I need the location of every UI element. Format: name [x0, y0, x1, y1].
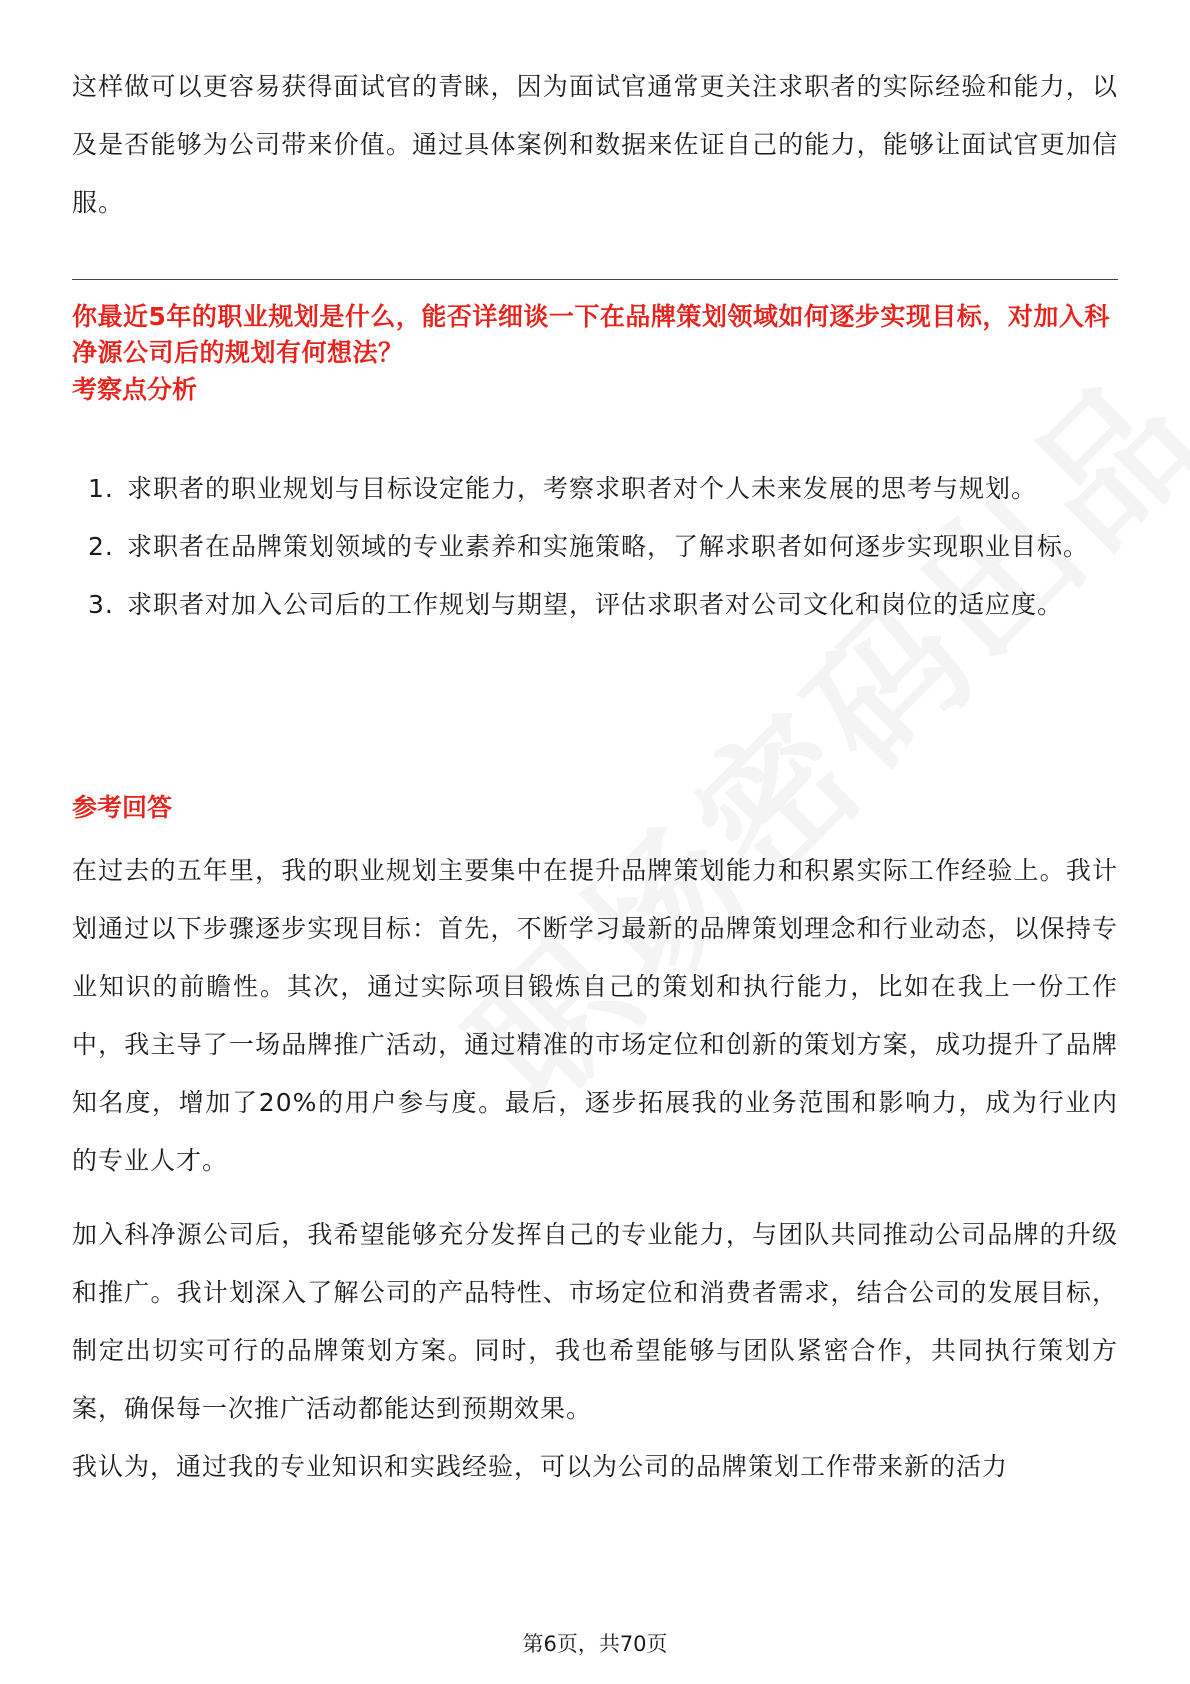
list-item-text: 求职者的职业规划与目标设定能力，考察求职者对个人未来发展的思考与规划。 — [127, 474, 1038, 503]
list-item-number: 3. — [88, 590, 114, 619]
section-divider — [72, 279, 1118, 280]
page-footer: 第6页，共70页 — [522, 1632, 668, 1656]
list-item-number: 2. — [88, 532, 114, 561]
question-title: 你最近5年的职业规划是什么，能否详细谈一下在品牌策划领域如何逐步实现目标，对加入科净源公司后的规划有何想法？ — [72, 302, 1110, 367]
answer-paragraph: 在过去的五年里，我的职业规划主要集中在提升品牌策划能力和积累实际工作经验上。我计划通过以下步骤逐步实现目标：首先，不断学习最新的品牌策划理念和行业动态，以保持专业知识的前瞻性。其次，通过实际项目锻炼自己的策划和执行能力，比如在我上一份工作中，我主导了一场品牌推广活动，通过精准的市场定位和创新的策划方案，成功提升了品牌知名度，增加了20%的用户参与度。最后，逐步拓展我的业务范围和影响力，成为行业内的专业人才。 — [72, 856, 1118, 1175]
answer-paragraph: 我认为，通过我的专业知识和实践经验，可以为公司的品牌策划工作带来新的活力 — [72, 1452, 1009, 1481]
analysis-list — [72, 460, 1118, 634]
analysis-heading: 考察点分析 — [72, 375, 198, 404]
answer-paragraph: 加入科净源公司后，我希望能够充分发挥自己的专业能力，与团队共同推动公司品牌的升级和推广。我计划深入了解公司的产品特性、市场定位和消费者需求，结合公司的发展目标，制定出切实可行的品牌策划方案。同时，我也希望能够与团队紧密合作，共同执行策划方案，确保每一次推广活动都能达到预期效果。 — [72, 1220, 1118, 1423]
list-item-number: 1. — [88, 474, 114, 503]
list-item — [72, 576, 1118, 634]
list-item-text: 求职者在品牌策划领域的专业素养和实施策略，了解求职者如何逐步实现职业目标。 — [127, 532, 1090, 561]
list-item — [72, 460, 1118, 518]
list-item-text: 求职者对加入公司后的工作规划与期望，评估求职者对公司文化和岗位的适应度。 — [127, 590, 1064, 619]
intro-paragraph: 这样做可以更容易获得面试官的青睐，因为面试官通常更关注求职者的实际经验和能力，以及是否能够为公司带来价值。通过具体案例和数据来佐证自己的能力，能够让面试官更加信服。 — [72, 72, 1118, 217]
answer-heading: 参考回答 — [72, 793, 173, 822]
intro-section — [72, 58, 1118, 232]
list-item — [72, 518, 1118, 576]
